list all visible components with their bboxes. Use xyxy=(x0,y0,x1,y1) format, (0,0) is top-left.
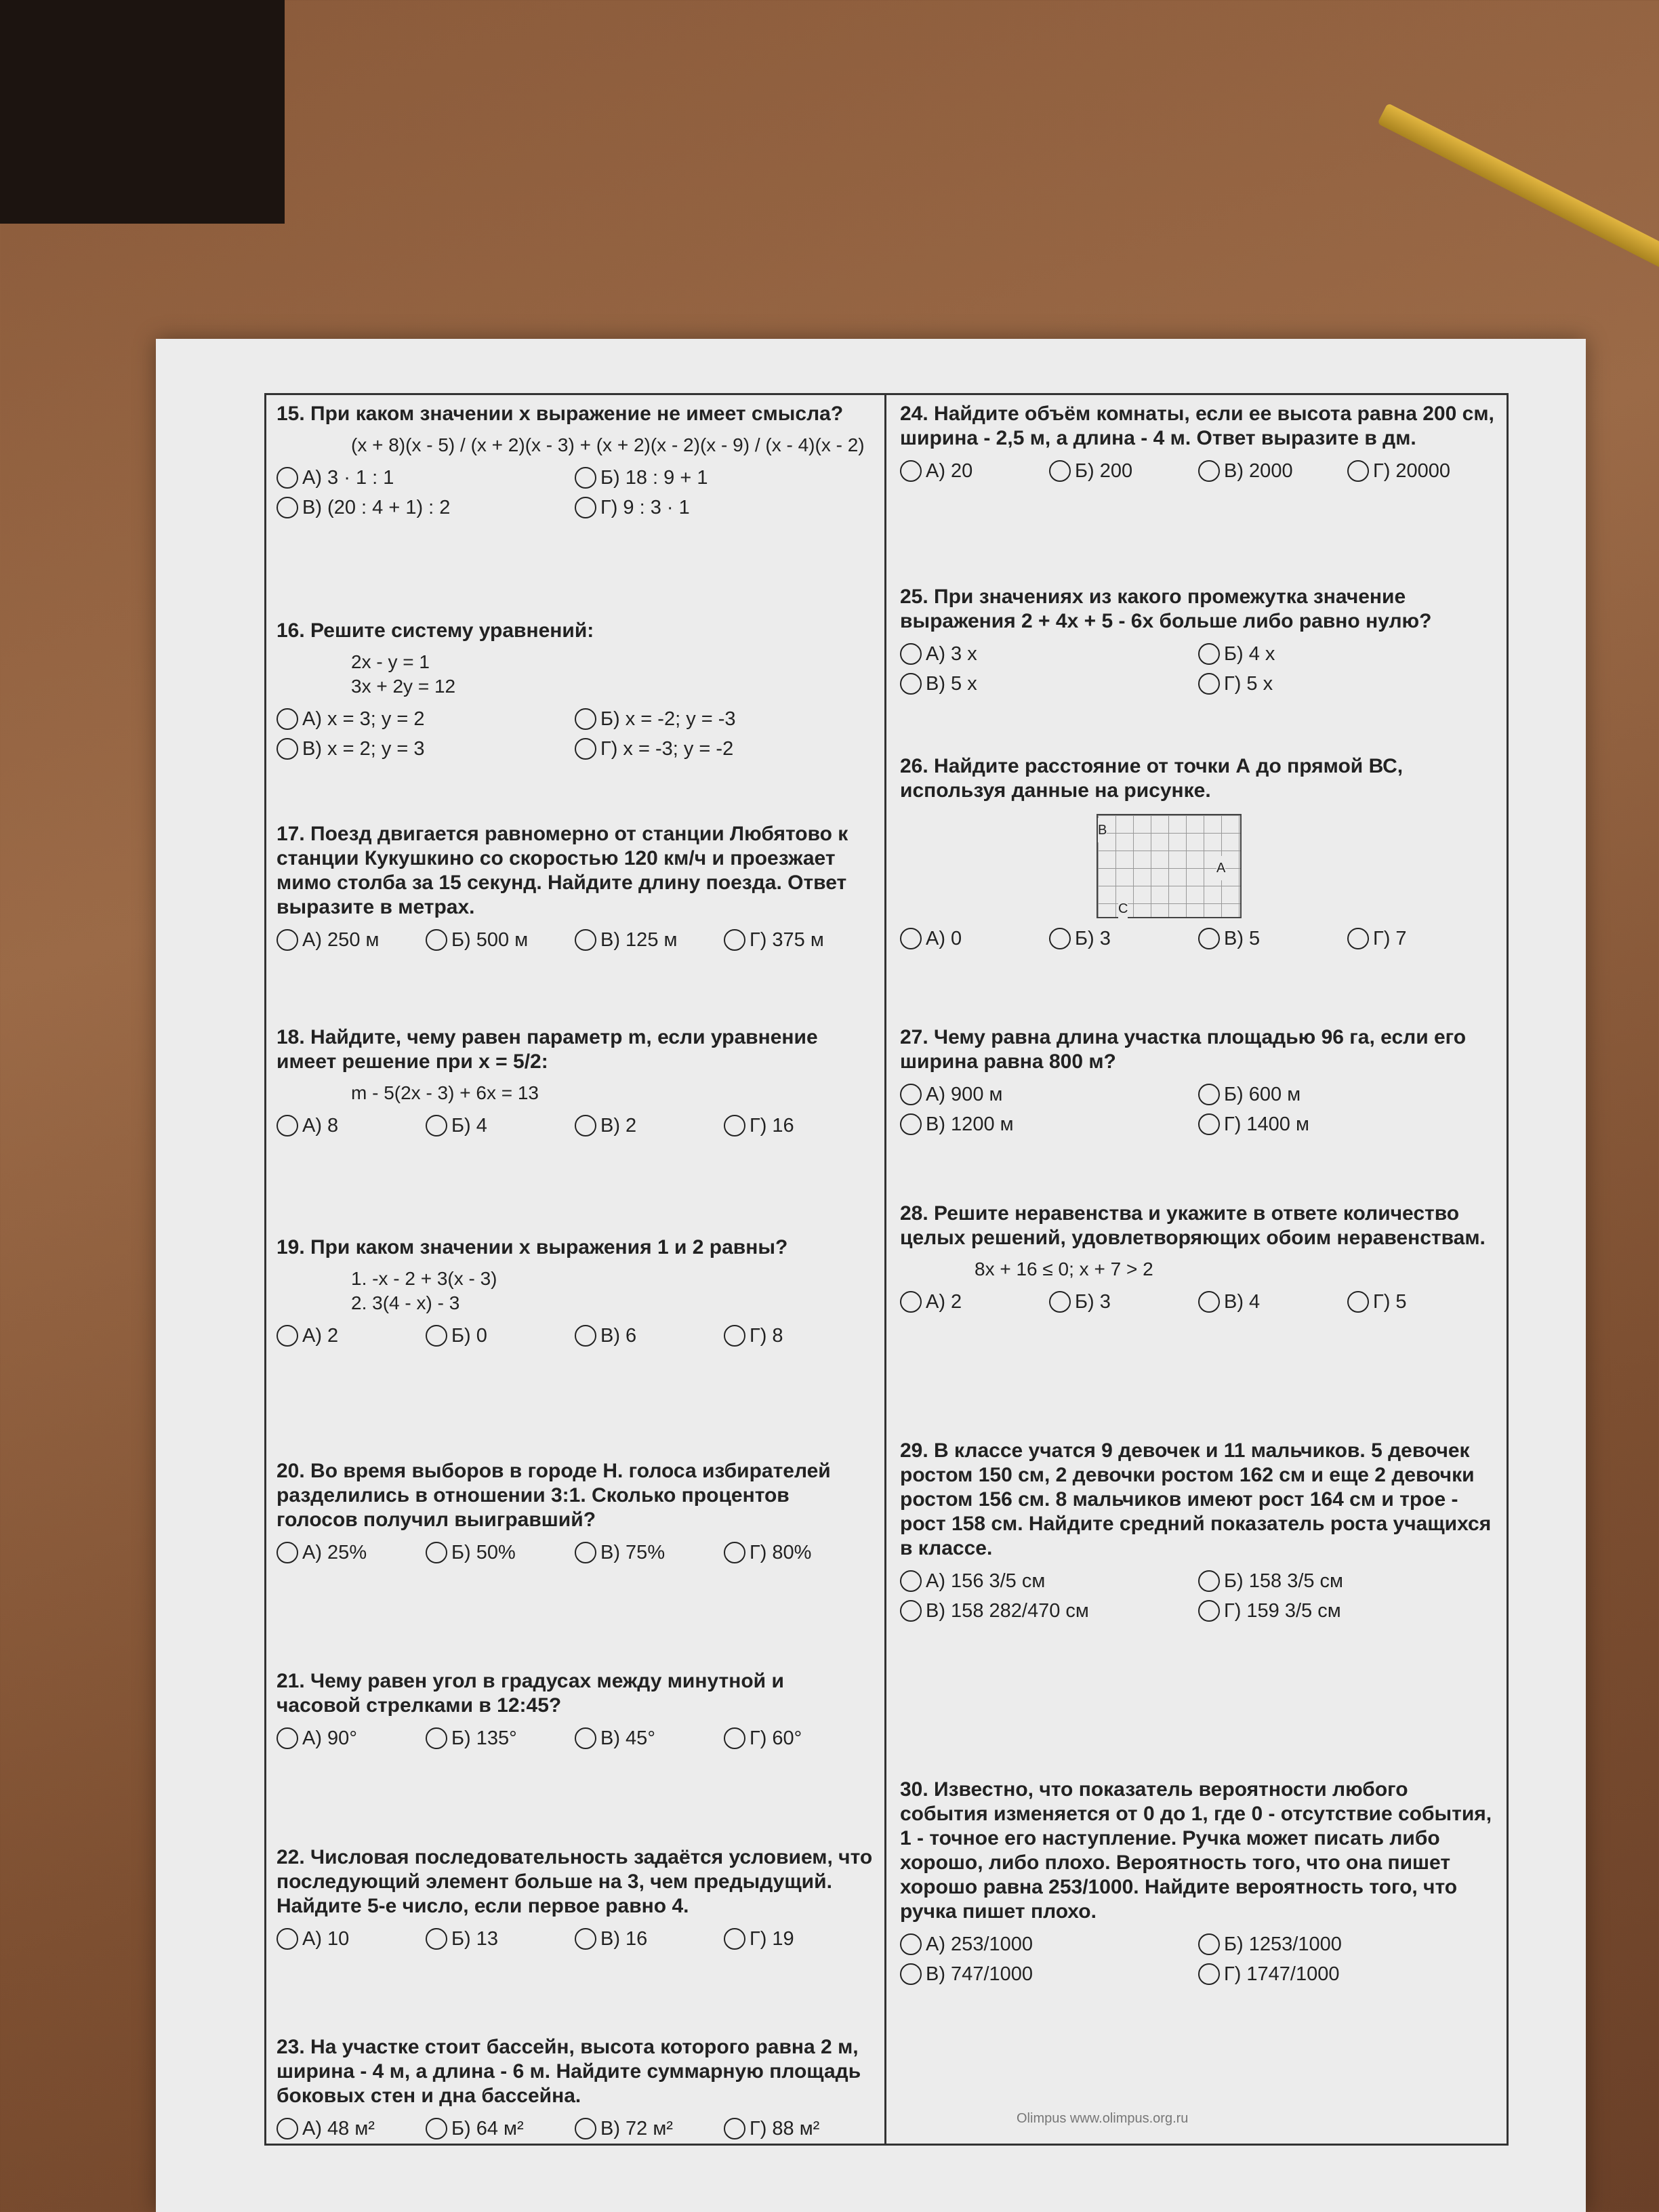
answer-label: А) 156 3/5 см xyxy=(926,1570,1046,1592)
answer-label: Б) 4 xyxy=(451,1115,487,1136)
radio-circle-icon[interactable] xyxy=(724,1542,745,1563)
radio-circle-icon[interactable] xyxy=(900,1084,922,1105)
answer-option[interactable] xyxy=(276,2116,426,2141)
answer-option[interactable] xyxy=(575,2116,724,2141)
answer-options xyxy=(276,928,873,952)
answer-options xyxy=(900,1569,1496,1623)
answer-label: А) 20 xyxy=(926,460,973,482)
answer-options xyxy=(276,1726,873,1750)
radio-circle-icon[interactable] xyxy=(1198,1570,1220,1592)
answer-option[interactable] xyxy=(575,737,873,761)
answer-option[interactable] xyxy=(1198,1932,1496,1957)
answer-label: Г) 19 xyxy=(750,1928,794,1950)
answer-label: В) 72 м² xyxy=(600,2118,673,2139)
answer-option[interactable] xyxy=(276,1324,426,1348)
question-text: 24. Найдите объём комнаты, если ее высота равна 200 см, ширина - 2,5 м, а длина - 4 м. Ответ выразите в дм. xyxy=(900,403,1494,449)
question-text: 23. На участке стоит бассейн, высота которого равна 2 м, ширина - 4 м, а длина - 6 м. Найдите суммарную площадь боковых стен и дна бассейна. xyxy=(276,2036,861,2107)
answer-label: А) 900 м xyxy=(926,1084,1003,1105)
answer-label: Б) 158 3/5 см xyxy=(1224,1570,1343,1592)
answer-label: Г) 5 xyxy=(1373,1291,1407,1313)
radio-circle-icon[interactable] xyxy=(426,2118,447,2139)
radio-circle-icon[interactable] xyxy=(1347,460,1369,482)
radio-circle-icon[interactable] xyxy=(575,738,596,760)
question-22 xyxy=(276,1845,873,1951)
question-expression: m - 5(2x - 3) + 6x = 13 xyxy=(351,1082,539,1103)
answer-option[interactable] xyxy=(900,1599,1198,1623)
answer-options xyxy=(900,926,1496,951)
question-text: 26. Найдите расстояние от точки А до прямой ВС, используя данные на рисунке. xyxy=(900,755,1404,802)
radio-circle-icon[interactable] xyxy=(1347,928,1369,949)
answer-option[interactable] xyxy=(276,466,575,490)
question-28 xyxy=(900,1202,1496,1314)
radio-circle-icon[interactable] xyxy=(900,1963,922,1985)
question-text: 19. При каком значении x выражения 1 и 2 равны? xyxy=(276,1236,788,1258)
question-21 xyxy=(276,1669,873,1750)
answer-option[interactable] xyxy=(1198,1112,1496,1136)
answer-option[interactable] xyxy=(575,466,873,490)
answer-option[interactable] xyxy=(1347,1290,1496,1314)
question-text: 18. Найдите, чему равен параметр m, если уравнение имеет решение при x = 5/2: xyxy=(276,1026,818,1073)
question-20 xyxy=(276,1459,873,1565)
radio-circle-icon[interactable] xyxy=(276,708,298,730)
answer-label: А) 0 xyxy=(926,928,962,949)
answer-label: В) 2 xyxy=(600,1115,637,1136)
point-b-label: B xyxy=(1098,818,1107,842)
answer-label: В) 125 м xyxy=(600,929,678,951)
answer-option[interactable] xyxy=(426,1540,575,1565)
question-25 xyxy=(900,585,1496,696)
answer-label: В) 75% xyxy=(600,1542,665,1563)
radio-circle-icon[interactable] xyxy=(426,1727,447,1749)
answer-option[interactable] xyxy=(276,1540,426,1565)
answer-label: Г) 20000 xyxy=(1373,460,1451,482)
radio-circle-icon[interactable] xyxy=(575,467,596,489)
answer-option[interactable] xyxy=(426,1113,575,1138)
answer-option[interactable] xyxy=(426,1927,575,1951)
question-17 xyxy=(276,822,873,952)
question-text: 28. Решите неравенства и укажите в ответе количество целых решений, удовлетворяющих обоим неравенствам. xyxy=(900,1202,1486,1249)
radio-circle-icon[interactable] xyxy=(426,1542,447,1563)
answer-options xyxy=(276,1113,873,1138)
radio-circle-icon[interactable] xyxy=(1198,1084,1220,1105)
radio-circle-icon[interactable] xyxy=(575,1115,596,1136)
radio-circle-icon[interactable] xyxy=(900,643,922,665)
answer-label: Г) 1747/1000 xyxy=(1224,1963,1340,1985)
answer-label: В) 2000 xyxy=(1224,460,1293,482)
answer-label: А) x = 3; y = 2 xyxy=(302,708,425,730)
radio-circle-icon[interactable] xyxy=(1198,1600,1220,1622)
radio-circle-icon[interactable] xyxy=(900,460,922,482)
answer-options xyxy=(900,642,1496,696)
radio-circle-icon[interactable] xyxy=(276,1542,298,1563)
answer-option[interactable] xyxy=(426,2116,575,2141)
answer-label: В) 747/1000 xyxy=(926,1963,1033,1985)
question-text: 29. В классе учатся 9 девочек и 11 мальчиков. 5 девочек ростом 150 см, 2 девочки ростом 162 см и еще 2 девочки ростом 156 см. 8 мальчиков имеют рост 164 см и трое - рост 158 см. Найдите средний показатель роста учащихся в классе. xyxy=(900,1439,1492,1559)
answer-label: Б) 600 м xyxy=(1224,1084,1301,1105)
question-text: 27. Чему равна длина участка площадью 96 га, если его ширина равна 800 м? xyxy=(900,1026,1467,1073)
question-text: 16. Решите систему уравнений: xyxy=(276,619,594,642)
radio-circle-icon[interactable] xyxy=(575,929,596,951)
radio-circle-icon[interactable] xyxy=(276,467,298,489)
radio-circle-icon[interactable] xyxy=(276,497,298,518)
radio-circle-icon[interactable] xyxy=(276,1928,298,1950)
grid-figure xyxy=(1097,814,1242,918)
answer-label: Б) x = -2; y = -3 xyxy=(600,708,736,730)
answer-label: Г) 8 xyxy=(750,1325,783,1347)
question-text: 30. Известно, что показатель вероятности любого события изменяется от 0 до 1, где 0 - отсутствие события, 1 - точное его наступление. Ручка может писать либо хорошо, либо плохо. Вероятность того, что она пишет хорошо равна 253/1000. Найдите вероятность того, что ручка пишет плохо. xyxy=(900,1778,1492,1923)
question-text: 21. Чему равен угол в градусах между минутной и часовой стрелками в 12:45? xyxy=(276,1670,784,1717)
question-27 xyxy=(900,1025,1496,1136)
answer-option[interactable] xyxy=(1198,1569,1496,1593)
answer-label: В) 5 xyxy=(1224,928,1261,949)
radio-circle-icon[interactable] xyxy=(426,1325,447,1347)
answer-label: Б) 50% xyxy=(451,1542,516,1563)
answer-option[interactable] xyxy=(1347,926,1496,951)
radio-circle-icon[interactable] xyxy=(276,1727,298,1749)
radio-circle-icon[interactable] xyxy=(426,929,447,951)
radio-circle-icon[interactable] xyxy=(426,1115,447,1136)
answer-label: В) x = 2; y = 3 xyxy=(302,738,425,760)
question-expression: 8x + 16 ≤ 0; x + 7 > 2 xyxy=(975,1258,1153,1279)
answer-option[interactable] xyxy=(724,928,873,952)
answer-label: Г) 88 м² xyxy=(750,2118,820,2139)
answer-option[interactable] xyxy=(426,928,575,952)
answer-option[interactable] xyxy=(900,1932,1198,1957)
answer-option[interactable] xyxy=(1347,459,1496,483)
answer-label: Б) 0 xyxy=(451,1325,487,1347)
answer-label: А) 2 xyxy=(302,1325,339,1347)
question-29 xyxy=(900,1439,1496,1623)
answer-option[interactable] xyxy=(724,1726,873,1750)
question-15 xyxy=(276,402,873,520)
radio-circle-icon[interactable] xyxy=(575,1325,596,1347)
answer-option[interactable] xyxy=(1198,1082,1496,1107)
answer-options xyxy=(276,466,873,520)
right-column xyxy=(900,395,1496,2144)
radio-circle-icon[interactable] xyxy=(724,1727,745,1749)
answer-options xyxy=(900,1932,1496,1986)
answer-option[interactable] xyxy=(1198,459,1347,483)
answer-option[interactable] xyxy=(575,1927,724,1951)
answer-option[interactable] xyxy=(900,1290,1049,1314)
question-text: 22. Числовая последовательность задаётся условием, что последующий элемент больше на 3, чем предыдущий. Найдите 5-е число, если первое равно 4. xyxy=(276,1846,873,1917)
radio-circle-icon[interactable] xyxy=(1049,460,1071,482)
answer-option[interactable] xyxy=(900,459,1049,483)
answer-label: Б) 18 : 9 + 1 xyxy=(600,467,708,489)
answer-label: Б) 64 м² xyxy=(451,2118,524,2139)
radio-circle-icon[interactable] xyxy=(276,1325,298,1347)
answer-options xyxy=(900,1082,1496,1136)
pencil xyxy=(1377,103,1659,296)
answer-option[interactable] xyxy=(900,642,1198,666)
answer-options xyxy=(276,1927,873,1951)
point-a-label: A xyxy=(1216,856,1225,880)
answer-option[interactable] xyxy=(1198,1962,1496,1986)
column-divider xyxy=(884,395,886,2144)
radio-circle-icon[interactable] xyxy=(1347,1291,1369,1313)
answer-label: А) 3 · 1 : 1 xyxy=(302,467,394,489)
radio-circle-icon[interactable] xyxy=(1198,1933,1220,1955)
answer-option[interactable] xyxy=(724,1324,873,1348)
answer-option[interactable] xyxy=(276,1927,426,1951)
question-23 xyxy=(276,2035,873,2141)
answer-label: В) 6 xyxy=(600,1325,637,1347)
question-expression: (x + 8)(x - 5) / (x + 2)(x - 3) + (x + 2)(x - 2)(x - 9) / (x - 4)(x - 2) xyxy=(351,434,865,455)
answer-label: Б) 200 xyxy=(1075,460,1133,482)
question-text: 25. При значениях из какого промежутка значение выражения 2 + 4x + 5 - 6x больше либо равно нулю? xyxy=(900,586,1432,632)
answer-option[interactable] xyxy=(575,928,724,952)
radio-circle-icon[interactable] xyxy=(900,1600,922,1622)
radio-circle-icon[interactable] xyxy=(276,929,298,951)
answer-label: А) 48 м² xyxy=(302,2118,375,2139)
answer-options xyxy=(900,459,1496,483)
test-sheet xyxy=(156,339,1586,2212)
answer-options xyxy=(900,1290,1496,1314)
answer-option[interactable] xyxy=(900,1112,1198,1136)
answer-options xyxy=(276,1324,873,1348)
answer-label: В) 5 x xyxy=(926,673,977,695)
answer-option[interactable] xyxy=(575,1113,724,1138)
radio-circle-icon[interactable] xyxy=(1198,1963,1220,1985)
answer-label: А) 90° xyxy=(302,1727,357,1749)
answer-options xyxy=(276,2116,873,2141)
answer-label: Б) 3 xyxy=(1075,928,1111,949)
answer-label: А) 8 xyxy=(302,1115,339,1136)
answer-option[interactable] xyxy=(1049,1290,1198,1314)
answer-option[interactable] xyxy=(276,928,426,952)
answer-option[interactable] xyxy=(900,1569,1198,1593)
question-expression: 1. -x - 2 + 3(x - 3) 2. 3(4 - x) - 3 xyxy=(351,1268,497,1313)
radio-circle-icon[interactable] xyxy=(1198,643,1220,665)
radio-circle-icon[interactable] xyxy=(1049,1291,1071,1313)
answer-option[interactable] xyxy=(276,1113,426,1138)
answer-label: В) 4 xyxy=(1224,1291,1261,1313)
answer-label: Г) 7 xyxy=(1373,928,1407,949)
answer-label: Г) x = -3; y = -2 xyxy=(600,738,734,760)
answer-label: Г) 80% xyxy=(750,1542,812,1563)
answer-option[interactable] xyxy=(426,1324,575,1348)
answer-label: Б) 500 м xyxy=(451,929,529,951)
answer-label: Г) 60° xyxy=(750,1727,802,1749)
answer-option[interactable] xyxy=(575,1726,724,1750)
answer-option[interactable] xyxy=(575,1540,724,1565)
radio-circle-icon[interactable] xyxy=(724,2118,745,2139)
answer-option[interactable] xyxy=(1198,926,1347,951)
radio-circle-icon[interactable] xyxy=(575,497,596,518)
question-30 xyxy=(900,1778,1496,1986)
dark-object xyxy=(0,0,285,224)
answer-option[interactable] xyxy=(1049,459,1198,483)
answer-label: В) 1200 м xyxy=(926,1113,1014,1135)
answer-label: Г) 1400 м xyxy=(1224,1113,1309,1135)
footer-text: Olimpus www.olimpus.org.ru xyxy=(1017,2111,1189,2126)
question-26 xyxy=(900,754,1496,951)
answer-label: Г) 375 м xyxy=(750,929,824,951)
answer-option[interactable] xyxy=(900,672,1198,696)
radio-circle-icon[interactable] xyxy=(724,1325,745,1347)
radio-circle-icon[interactable] xyxy=(276,1115,298,1136)
radio-circle-icon[interactable] xyxy=(1198,928,1220,949)
answer-label: В) 158 282/470 см xyxy=(926,1600,1089,1622)
answer-option[interactable] xyxy=(724,1113,873,1138)
answer-option[interactable] xyxy=(575,1324,724,1348)
question-19 xyxy=(276,1235,873,1348)
left-column xyxy=(276,395,873,2144)
answer-option[interactable] xyxy=(426,1726,575,1750)
answer-option[interactable] xyxy=(276,495,575,520)
answer-option[interactable] xyxy=(1198,672,1496,696)
radio-circle-icon[interactable] xyxy=(276,2118,298,2139)
answer-option[interactable] xyxy=(724,2116,873,2141)
radio-circle-icon[interactable] xyxy=(575,1542,596,1563)
answer-option[interactable] xyxy=(900,1962,1198,1986)
question-text: 20. Во время выборов в городе Н. голоса избирателей разделились в отношении 3:1. Сколько процентов голосов получил выигравший? xyxy=(276,1460,831,1531)
question-18 xyxy=(276,1025,873,1138)
radio-circle-icon[interactable] xyxy=(900,673,922,695)
answer-option[interactable] xyxy=(1198,642,1496,666)
answer-label: Б) 13 xyxy=(451,1928,499,1950)
answer-label: А) 3 x xyxy=(926,643,977,665)
answer-option[interactable] xyxy=(724,1540,873,1565)
question-24 xyxy=(900,402,1496,483)
sheet-frame xyxy=(264,393,1509,2146)
radio-circle-icon[interactable] xyxy=(900,1570,922,1592)
radio-circle-icon[interactable] xyxy=(900,1113,922,1135)
radio-circle-icon[interactable] xyxy=(900,928,922,949)
answer-option[interactable] xyxy=(1049,926,1198,951)
radio-circle-icon[interactable] xyxy=(724,1928,745,1950)
radio-circle-icon[interactable] xyxy=(900,1933,922,1955)
radio-circle-icon[interactable] xyxy=(426,1928,447,1950)
answer-option[interactable] xyxy=(575,495,873,520)
answer-label: В) 16 xyxy=(600,1928,648,1950)
answer-label: А) 253/1000 xyxy=(926,1933,1033,1955)
radio-circle-icon[interactable] xyxy=(276,738,298,760)
radio-circle-icon[interactable] xyxy=(575,1727,596,1749)
radio-circle-icon[interactable] xyxy=(1198,460,1220,482)
answer-option[interactable] xyxy=(724,1927,873,1951)
answer-label: Б) 3 xyxy=(1075,1291,1111,1313)
answer-label: Г) 159 3/5 см xyxy=(1224,1600,1341,1622)
answer-option[interactable] xyxy=(276,1726,426,1750)
answer-label: Г) 5 x xyxy=(1224,673,1273,695)
answer-label: А) 25% xyxy=(302,1542,367,1563)
radio-circle-icon[interactable] xyxy=(575,708,596,730)
radio-circle-icon[interactable] xyxy=(1198,673,1220,695)
answer-label: А) 10 xyxy=(302,1928,350,1950)
answer-label: В) (20 : 4 + 1) : 2 xyxy=(302,497,451,518)
answer-label: А) 2 xyxy=(926,1291,962,1313)
answer-option[interactable] xyxy=(900,1082,1198,1107)
radio-circle-icon[interactable] xyxy=(1198,1113,1220,1135)
radio-circle-icon[interactable] xyxy=(1198,1291,1220,1313)
radio-circle-icon[interactable] xyxy=(1049,928,1071,949)
answer-option[interactable] xyxy=(575,707,873,731)
answer-label: В) 45° xyxy=(600,1727,655,1749)
answer-label: Б) 135° xyxy=(451,1727,517,1749)
question-text: 17. Поезд двигается равномерно от станции Любятово к станции Кукушкино со скоростью 120 км/ч и проезжает мимо столба за 15 секунд. Найдите длину поезда. Ответ выразите в метрах. xyxy=(276,823,848,918)
answer-option[interactable] xyxy=(276,707,575,731)
answer-option[interactable] xyxy=(276,737,575,761)
point-c-label: C xyxy=(1118,897,1128,921)
question-expression: 2x - y = 1 3x + 2y = 12 xyxy=(351,651,456,697)
answer-label: Б) 1253/1000 xyxy=(1224,1933,1342,1955)
question-text: 15. При каком значении x выражение не имеет смысла? xyxy=(276,403,844,425)
answer-options xyxy=(276,707,873,761)
answer-label: А) 250 м xyxy=(302,929,380,951)
radio-circle-icon[interactable] xyxy=(724,1115,745,1136)
radio-circle-icon[interactable] xyxy=(900,1291,922,1313)
answer-option[interactable] xyxy=(900,926,1049,951)
answer-label: Г) 9 : 3 · 1 xyxy=(600,497,690,518)
answer-option[interactable] xyxy=(1198,1599,1496,1623)
radio-circle-icon[interactable] xyxy=(724,929,745,951)
answer-option[interactable] xyxy=(1198,1290,1347,1314)
answer-label: Г) 16 xyxy=(750,1115,794,1136)
radio-circle-icon[interactable] xyxy=(575,1928,596,1950)
answer-options xyxy=(276,1540,873,1565)
answer-label: Б) 4 x xyxy=(1224,643,1275,665)
radio-circle-icon[interactable] xyxy=(575,2118,596,2139)
question-16 xyxy=(276,619,873,761)
